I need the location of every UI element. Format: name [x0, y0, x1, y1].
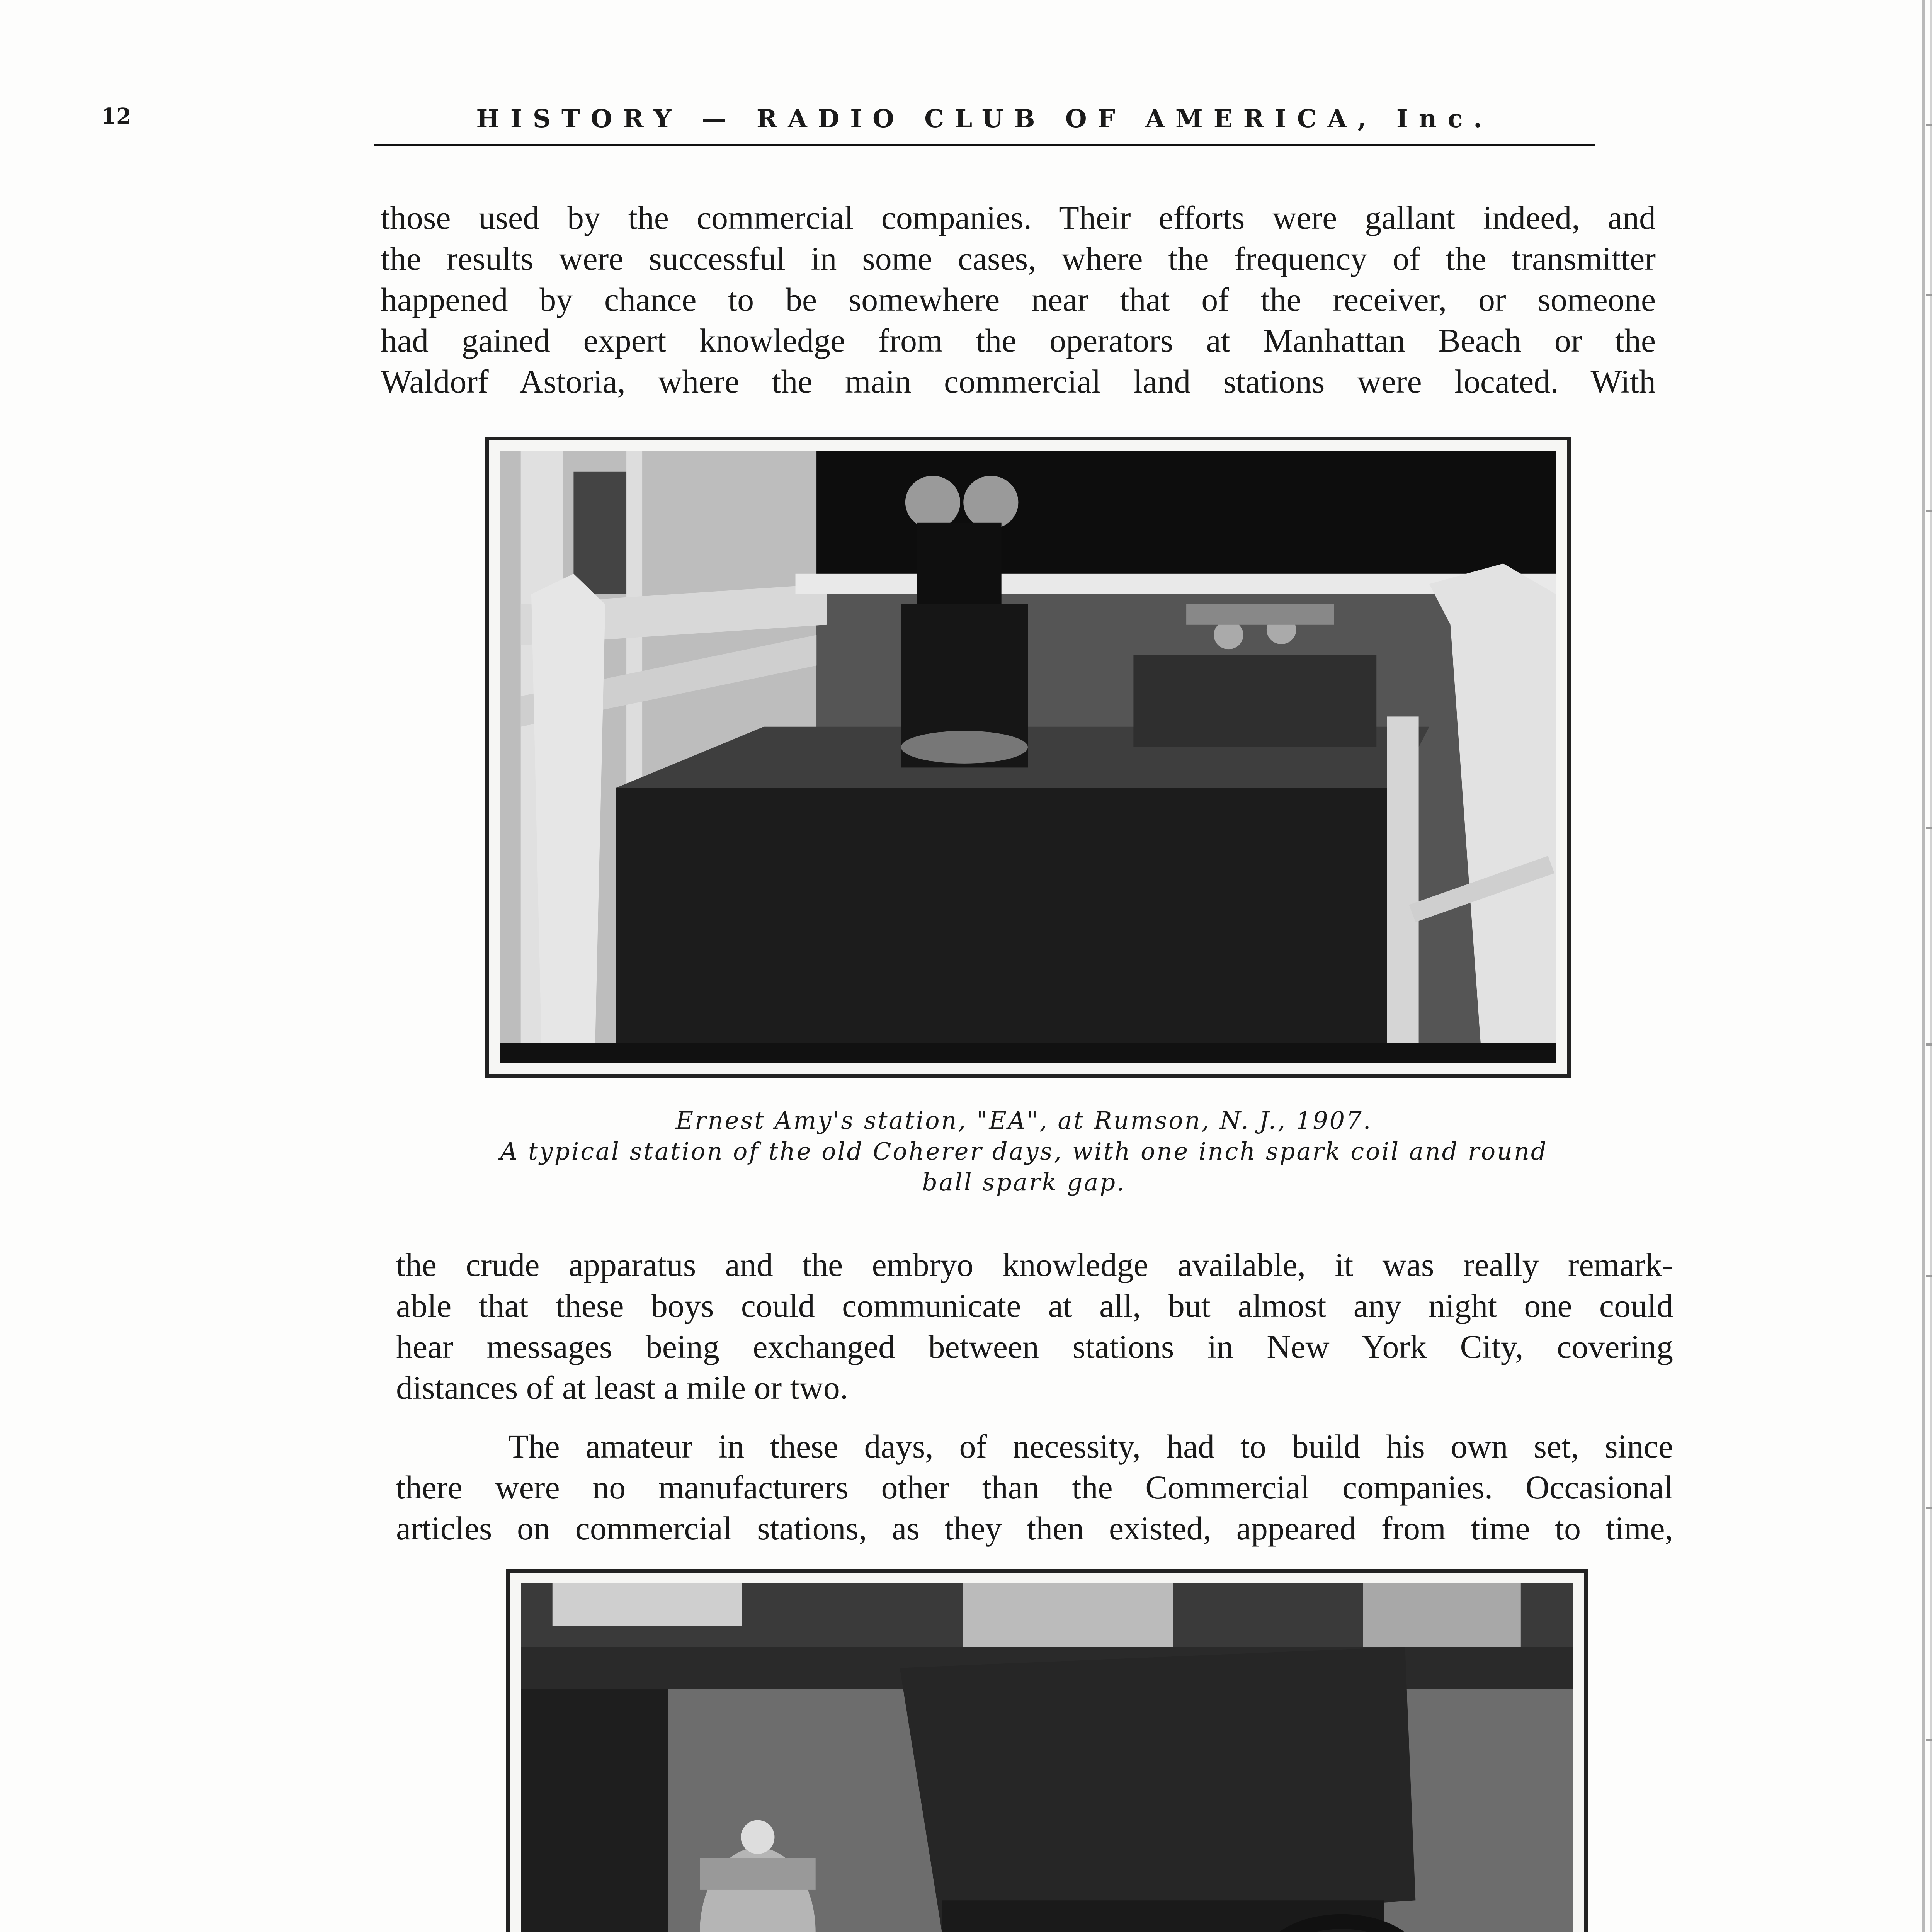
page-binding-edge-inner: [1930, 0, 1932, 1932]
photo-image: [500, 451, 1556, 1063]
header-rule: [374, 144, 1595, 146]
paragraph-line: the crude apparatus and the embryo knowledge available, it was really remark-: [396, 1246, 1673, 1283]
edge-tick: [1926, 294, 1932, 296]
paragraph-2: [396, 1244, 1673, 1408]
photo-ernest-amy-station: [485, 437, 1571, 1078]
edge-tick: [1926, 1043, 1932, 1046]
station-photo-illustration: [500, 451, 1556, 1063]
caption-line: A typical station of the old Coherer days, with one inch spark coil and round: [500, 1137, 1548, 1165]
photo-image: [521, 1583, 1573, 1932]
edge-tick: [1926, 827, 1932, 829]
paragraph-line: articles on commercial stations, as they then existed, appeared from time to time,: [396, 1510, 1673, 1547]
paragraph-3: [396, 1426, 1673, 1549]
caption-line: Ernest Amy's station, "EA", at Rumson, N. J., 1907.: [675, 1106, 1372, 1134]
edge-tick: [1926, 510, 1932, 512]
running-head: HISTORY — RADIO CLUB OF AMERICA, Inc.: [476, 104, 1493, 133]
paragraph-line: hear messages being exchanged between stations in New York City, covering: [396, 1328, 1673, 1365]
paragraph-line: happened by chance to be somewhere near that of the receiver, or someone: [381, 281, 1656, 318]
edge-tick: [1926, 1275, 1932, 1277]
caption-line: ball spark gap.: [922, 1168, 1126, 1196]
paragraph-line: had gained expert knowledge from the operators at Manhattan Beach or the: [381, 322, 1656, 359]
page-number: 12: [101, 104, 131, 129]
paragraph-line: those used by the commercial companies. Their efforts were gallant indeed, and: [381, 199, 1656, 236]
paragraph-line: Waldorf Astoria, where the main commercial land stations were located. With: [381, 363, 1656, 400]
photo-1-caption: [479, 1105, 1569, 1198]
paragraph-line: there were no manufacturers other than the Commercial companies. Occasional: [396, 1469, 1673, 1506]
paragraph-line: able that these boys could communicate at all, but almost any night one could: [396, 1287, 1673, 1324]
paragraph-line: distances of at least a mile or two.: [396, 1369, 849, 1406]
paragraph-line: The amateur in these days, of necessity, had to build his own set, since: [508, 1428, 1673, 1465]
portable-set-photo-illustration: [521, 1583, 1573, 1932]
edge-tick: [1926, 1739, 1932, 1741]
paragraph-1: [381, 197, 1656, 402]
page-binding-edge: [1922, 0, 1925, 1932]
photo-frank-king-portable: [506, 1569, 1588, 1932]
edge-tick: [1926, 124, 1932, 126]
paragraph-line: the results were successful in some cases, where the frequency of the transmitter: [381, 240, 1656, 277]
edge-tick: [1926, 1507, 1932, 1509]
